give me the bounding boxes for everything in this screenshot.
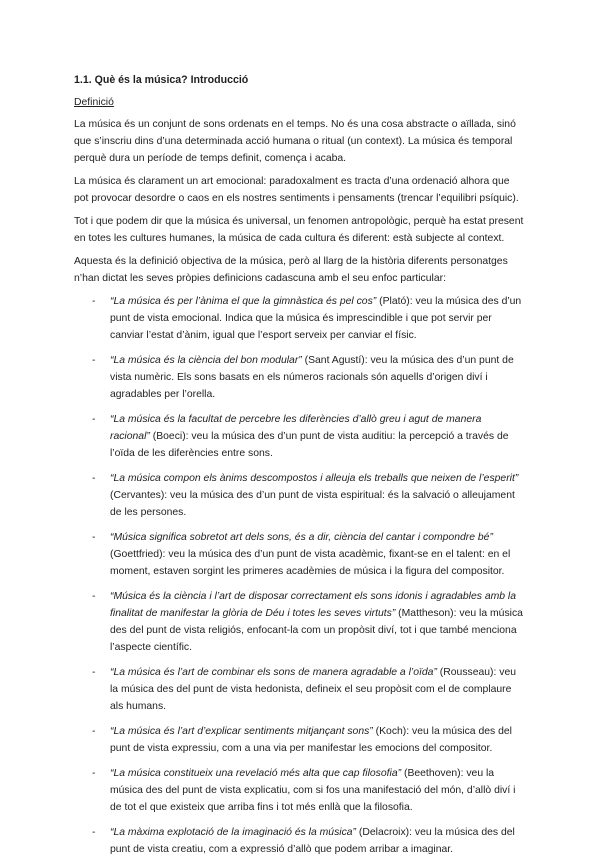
definition-item xyxy=(74,664,524,715)
definition-quote: “La música és la ciència del bon modular” xyxy=(110,355,302,366)
definition-text: (Delacroix): veu la música des del punt de vista creatiu, com a expressió d’allò que podem arribar a imaginar. xyxy=(110,827,515,855)
definition-item xyxy=(74,352,524,403)
definition-item xyxy=(74,529,524,580)
list-dash: - xyxy=(92,591,96,602)
definition-item xyxy=(74,824,524,858)
definition-quote: “La música és la facultat de percebre les diferències d’allò greu i agut de manera racional” xyxy=(110,414,482,442)
definition-item xyxy=(74,293,524,344)
definition-text: (Beethoven): veu la música des del punt de vista explicatiu, com si fos una manifestació del món, d’allò diví i de tot el que existeix que arriba fins i tot més enllà que la filosofia. xyxy=(110,768,516,813)
list-dash: - xyxy=(92,414,96,425)
definition-text: (Boeci): veu la música des d’un punt de vista auditiu: la percepció a través de l’oïda de les diferències entre sons. xyxy=(110,431,509,459)
definition-item xyxy=(74,723,524,757)
definitions-list xyxy=(74,293,524,858)
definition-text: (Cervantes): veu la música des d’un punt de vista espiritual: és la salvació o alleujament de les persones. xyxy=(110,490,515,518)
paragraph-1: La música és un conjunt de sons ordenats en el temps. No és una cosa abstracte o aïllada, sinó que s’inscriu dins d’una determinada acció humana o ritual (un context). La música és temporal perquè dura un període de temps definit, comença i acaba. xyxy=(74,119,516,164)
subheading: Definició xyxy=(74,97,114,108)
definition-quote: “Música és la ciència i l’art de disposar correctament els sons idonis i agradables amb la finalitat de manifestar la glòria de Déu i totes les seves virtuts” xyxy=(110,591,517,619)
definition-item xyxy=(74,588,524,656)
definition-text: (Mattheson): veu la música des del punt de vista religiós, enfocant-la com un propòsit diví, tot i que també menciona l’aspecte científic. xyxy=(110,608,523,653)
list-dash: - xyxy=(92,768,96,779)
paragraph-3: Tot i que podem dir que la música és universal, un fenomen antropològic, perquè ha estat present en totes les cultures humanes, la música de cada cultura és diferent: està subjecte al context. xyxy=(74,216,524,244)
list-dash: - xyxy=(92,827,96,838)
definition-item xyxy=(74,411,524,462)
paragraph-4: Aquesta és la definició objectiva de la música, però al llarg de la història diferents personatges n’han dictat les seves pròpies definicions cadascuna amb el seu enfoc particular: xyxy=(74,256,508,284)
list-dash: - xyxy=(92,355,96,366)
definition-item xyxy=(74,470,524,521)
definition-text: (Koch): veu la música des del punt de vista expressiu, com a una via per manifestar les emocions del compositor. xyxy=(110,726,512,754)
list-dash: - xyxy=(92,473,96,484)
definition-text: (Goettfried): veu la música des d’un punt de vista acadèmic, fixant-se en el talent: en el moment, estaven sorgint les primeres acadèmies de música i la figura del compositor. xyxy=(110,549,511,577)
definition-text: (Sant Agustí): veu la música des d’un punt de vista numèric. Els sons basats en els números racionals són aquells d’origen diví i agradables per l’orella. xyxy=(110,355,514,400)
list-dash: - xyxy=(92,667,96,678)
list-dash: - xyxy=(92,532,96,543)
definition-text: (Plató): veu la música des d’un punt de vista emocional. Indica que la música és imprescindible i que pot servir per canviar l’estat d’ànim, igual que l’esport serveix per canviar el físic. xyxy=(110,296,522,341)
definition-quote: “La música és l’art de combinar els sons de manera agradable a l’oïda” xyxy=(110,667,437,678)
list-dash: - xyxy=(92,296,96,307)
definition-quote: “La màxima explotació de la imaginació és la música” xyxy=(110,827,357,838)
definition-item xyxy=(74,765,524,816)
definition-quote: “Música significa sobretot art dels sons, és a dir, ciència del cantar i compondre bé” xyxy=(110,532,493,543)
definition-text: (Rousseau): veu la música des del punt de vista hedonista, defineix el seu propòsit com el de complaure als humans. xyxy=(110,667,517,712)
section-title: 1.1. Què és la música? Introducció xyxy=(74,74,249,86)
definition-quote: “La música compon els ànims descompostos i alleuja els treballs que neixen de l’esperit” xyxy=(110,473,519,484)
list-dash: - xyxy=(92,726,96,737)
paragraph-2: La música és clarament un art emocional: paradoxalment es tracta d’una ordenació alhora que pot provocar desordre o caos en els nostres sentiments i pensaments (trencar l’equilibri psíquic). xyxy=(74,176,519,204)
definition-quote: “La música constitueix una revelació més alta que cap filosofia” xyxy=(110,768,402,779)
definition-quote: “La música és l’art d’explicar sentiments mitjançant sons” xyxy=(110,726,373,737)
definition-quote: “La música és per l’ànima el que la gimnàstica és pel cos” xyxy=(110,296,377,307)
